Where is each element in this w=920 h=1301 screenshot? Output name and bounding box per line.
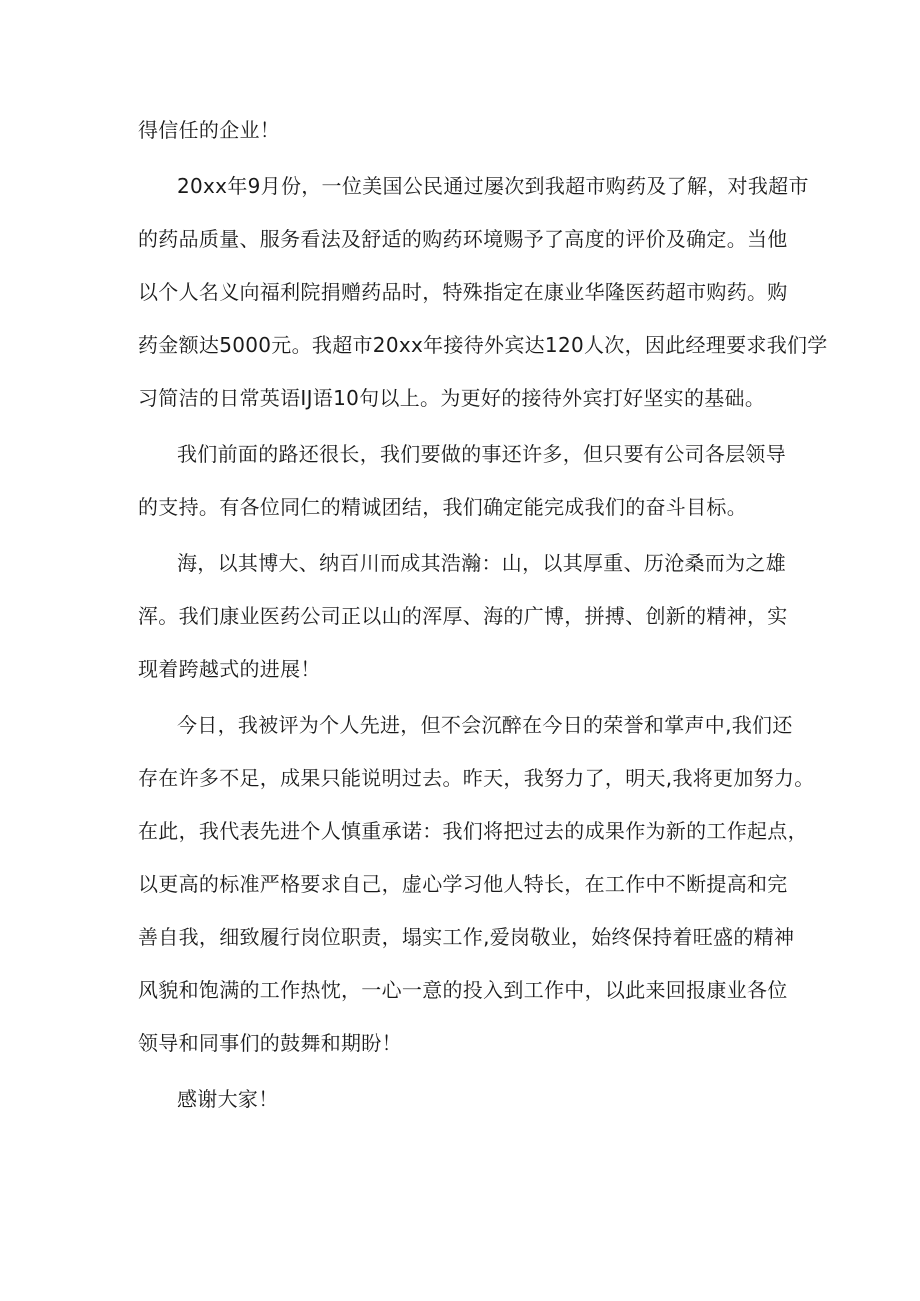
text-line: 的支持。有各位同仁的精诚团结，我们确定能完成我们的奋斗目标。	[138, 495, 747, 519]
text-line: 领导和同事们的鼓舞和期盼！	[138, 1031, 402, 1055]
text-line: 海，以其博大、纳百川而成其浩瀚：山，以其厚重、历沧桑而为之雄	[177, 551, 786, 575]
text-line: 感谢大家！	[177, 1087, 279, 1111]
text-line: 善自我，细致履行岗位职责，塌实工作,爱岗敬业，始终保持着旺盛的精神	[138, 925, 795, 949]
paragraph-foreign-customer	[138, 172, 828, 412]
paragraph-road-ahead	[138, 440, 798, 521]
text-line: 药金额达5000元。我超市20xx年接待外宾达120人次，因此经理要求我们学	[138, 333, 828, 357]
text-line: 现着跨越式的进展！	[138, 657, 321, 681]
text-line: 存在许多不足，成果只能说明过去。昨天，我努力了，明天,我将更加努力。	[138, 766, 815, 790]
paragraph-sea-mountain	[138, 549, 798, 683]
text-line: 20xx年9月份，一位美国公民通过屡次到我超市购药及了解，对我超市	[177, 174, 809, 198]
text-line: 风貌和饱满的工作热忱，一心一意的投入到工作中，以此来回报康业各位	[138, 978, 788, 1002]
text-line: 以个人名义向福利院捐赠药品时，特殊指定在康业华隆医药超市购药。购	[138, 280, 788, 304]
document-body	[138, 116, 828, 1113]
paragraph-commitment	[138, 711, 815, 1057]
paragraph-continuation	[138, 116, 798, 144]
text-line: 以更高的标准严格要求自己，虚心学习他人特长，在工作中不断提高和完	[138, 872, 788, 896]
text-line: 浑。我们康业医药公司正以山的浑厚、海的广博，拼搏、创新的精神，实	[138, 604, 788, 628]
text-line: 的药品质量、服务看法及舒适的购药环境赐予了高度的评价及确定。当他	[138, 227, 788, 251]
paragraph-thanks	[138, 1085, 798, 1113]
text-line: 我们前面的路还很长，我们要做的事还许多，但只要有公司各层领导	[177, 442, 786, 466]
text-line: 得信任的企业！	[138, 118, 281, 142]
text-line: 习简洁的日常英语IJ语10句以上。为更好的接待外宾打好坚实的基础。	[138, 386, 766, 410]
text-line: 在此，我代表先进个人慎重承诺：我们将把过去的成果作为新的工作起点，	[138, 819, 808, 843]
text-line: 今日，我被评为个人先进，但不会沉醉在今日的荣誉和掌声中,我们还	[177, 713, 793, 737]
